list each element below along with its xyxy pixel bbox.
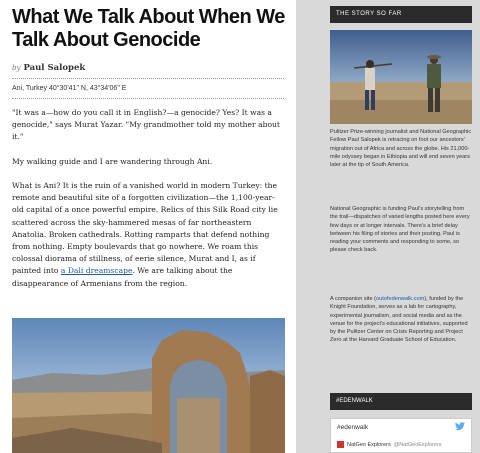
paragraph-walking: My walking guide and I are wandering through Ani. [12, 157, 213, 166]
paragraph-what-is-ani [12, 180, 286, 290]
story-funding: National Geographic is funding Paul's storytelling from the trail—dispatches of varied lengths posted here every few days or at longer intervals. There's a brief delay between his filing of stories and their posting. Paul is reading your comments and responding to some, so please check back. [330, 206, 470, 254]
avatar [337, 441, 344, 448]
article-headline: What We Talk About When We Talk About Genocide [12, 6, 285, 51]
companion-text: ), funded by the Knight Foundation, serves as a lab for cartography, experimental journalism, and social media and as the venue for the project's educational initiatives, supported by the Pulitzer Center on Crisis Reporting and Project Zero at the Harvard Graduate School of Education. [330, 296, 468, 344]
story-so-far-header: THE STORY SO FAR [330, 6, 472, 23]
outofedenwalk-link[interactable]: outofedenwalk.com [376, 296, 425, 302]
story-intro: Pulitzer Prize-winning journalist and National Geographic Fellow Paul Salopek is retracing on foot our ancestors' migration out of Africa and across the globe. His 21,000-mile odyssey began in Ethiopia and will end seven years later at the tip of South America. [330, 129, 472, 169]
ani-ruins-photo [12, 318, 285, 453]
sidebar [330, 0, 472, 453]
widget-title[interactable]: #edenwalk [337, 424, 369, 431]
twitter-bird-icon[interactable] [455, 422, 465, 431]
tweet-handle: @NatGeoExplorers [393, 441, 442, 448]
story-companion [330, 295, 472, 345]
paragraph-text: What is Ani? It is the ruin of a vanished world in modern Turkey: the remote and beautiful site of a forgotten civilization—the 1,100-year-old capital of a once powerful empire. Relics of this Silk Road city lie scattered across the sky-hammered mesas of far northeastern Anatolia. Broken cathedrals. Rotting ramparts that defend nothing from nothing. Empty boulevards that go nowhere. We roam this colossal diorama of stillness, of eerie silence, Murat and I, as if painted into [12, 181, 278, 276]
dali-dreamscape-link[interactable]: a Dali dreamscape [60, 266, 133, 276]
byline-prefix: by [12, 64, 21, 72]
dateline: Ani, Turkey 40°30'41" N, 43°34'06" E [12, 85, 127, 92]
edenwalk-header: #EDENWALK [330, 393, 472, 410]
paragraph-quote: "It was a—how do you call it in English?—a genocide? Yes? It was a genocide," says Murat Yazar. "My grandmother told my mother about it." [12, 108, 280, 142]
author-link[interactable]: Paul Salopek [23, 63, 86, 73]
tweet-row[interactable] [337, 441, 442, 448]
ani-ruins-image [12, 318, 285, 453]
paragraph-text: . We are talking about the disappearance of Armenians from the region. [12, 266, 233, 288]
divider [12, 98, 284, 99]
tweet-author: NatGeo Explorers [347, 441, 391, 448]
twitter-widget [330, 418, 472, 453]
companion-text: A companion site ( [330, 296, 377, 302]
divider [12, 78, 284, 79]
byline [12, 63, 85, 73]
walkers-image [330, 30, 472, 124]
walkers-photo [330, 30, 472, 124]
